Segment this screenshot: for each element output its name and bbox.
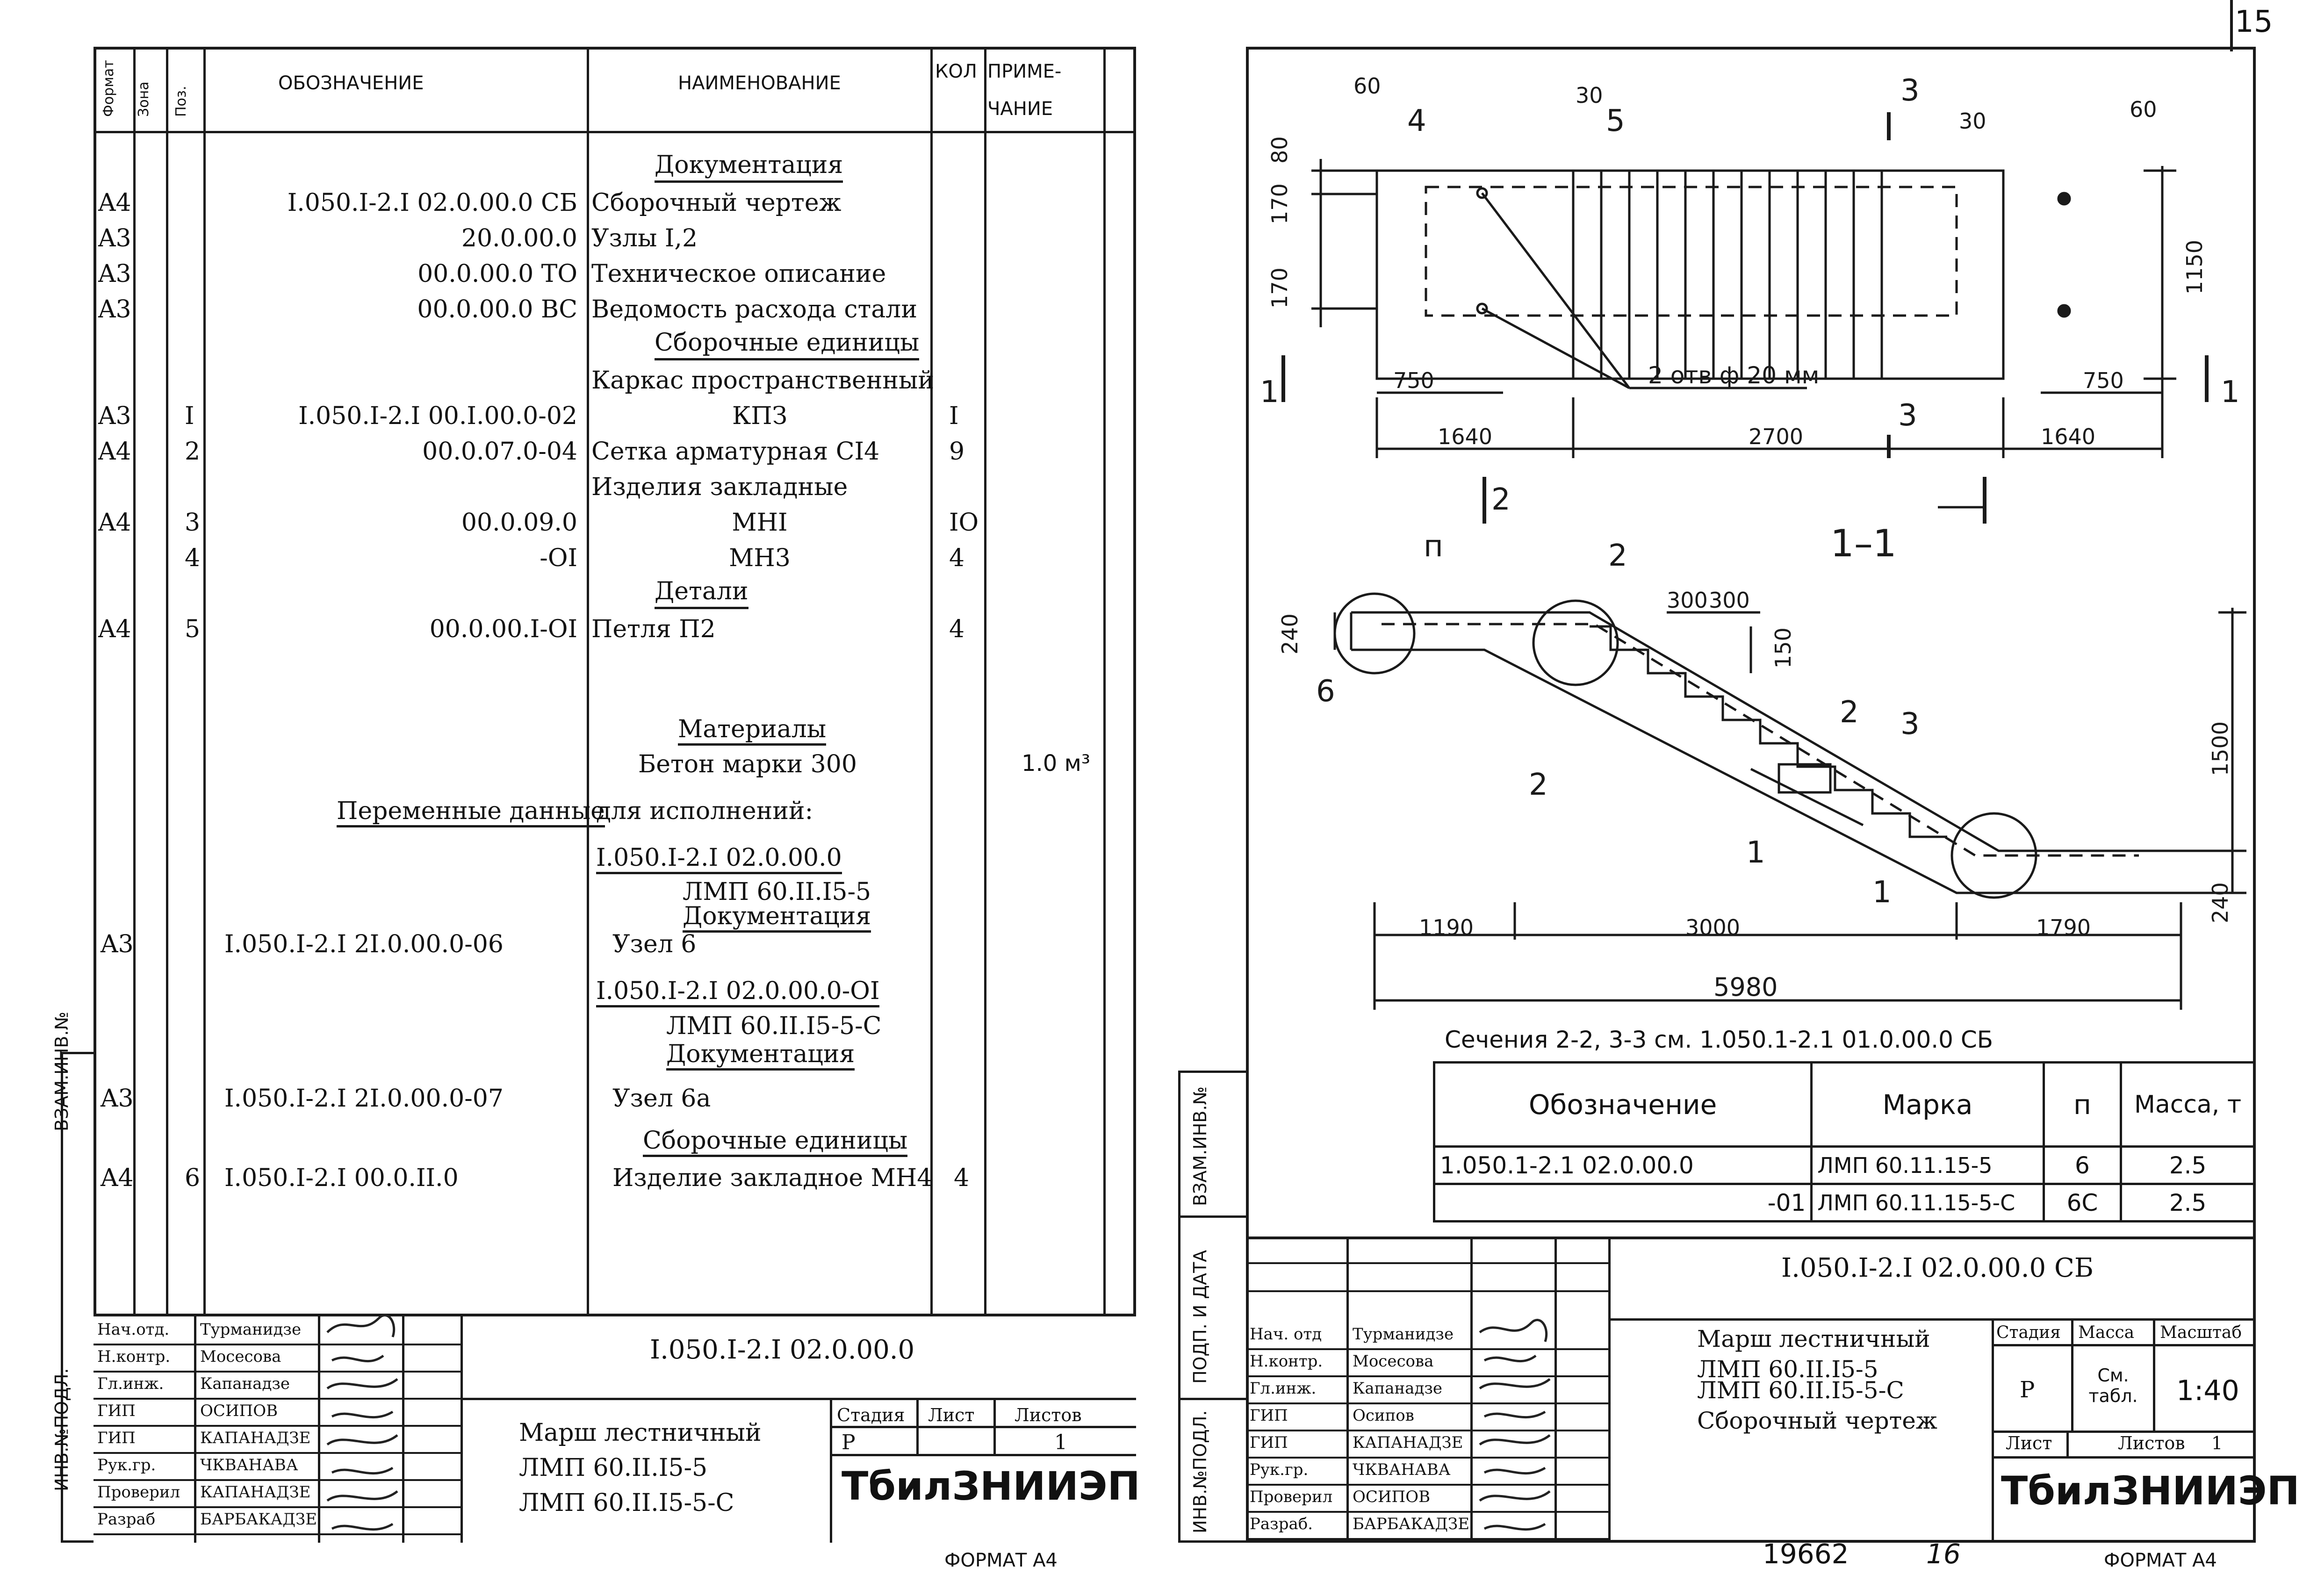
person-name: Мосесова <box>1353 1352 1434 1371</box>
cut-3a: 3 <box>1900 73 1920 108</box>
right-tb-sheets-h: Листов <box>2118 1433 2185 1453</box>
sec-dim-300a: 300 <box>1667 588 1708 613</box>
right-tb-org: ТбилЗНИИЭП <box>2001 1468 2300 1514</box>
sec-callout-2b: 2 <box>1840 695 1859 730</box>
dim-80: 80 <box>1267 136 1292 164</box>
dim-60a: 60 <box>1353 73 1381 99</box>
dim-2700: 2700 <box>1749 424 1804 449</box>
spec-row <box>0 363 1136 398</box>
var2-asm-name: Изделие закладное МН4 <box>612 1164 933 1192</box>
header-note-2: ЧАНИЕ <box>987 98 1053 120</box>
spec-row <box>0 434 1136 469</box>
materials-title: Материалы <box>678 715 826 746</box>
spec-name: МНI <box>732 509 788 537</box>
person-name: ОСИПОВ <box>1353 1488 1431 1506</box>
person-name: Турманидзе <box>200 1320 302 1339</box>
header-format: Формат <box>101 60 117 117</box>
spec-qty: 4 <box>949 544 965 572</box>
dim-1150: 1150 <box>2182 239 2207 295</box>
right-tb-v8 <box>2066 1431 2069 1456</box>
spec-pos: 3 <box>185 509 201 537</box>
right-tb-sheet-h: Лист <box>2006 1433 2052 1453</box>
right-tb-h-code <box>1608 1318 2256 1321</box>
person-name: КАПАНАДЗЕ <box>200 1429 311 1447</box>
dim-30b: 30 <box>1959 108 1986 134</box>
left-tb-stage: Р <box>842 1431 856 1454</box>
concrete-note: 1.0 м³ <box>1022 750 1091 776</box>
marks-h-mark: Марка <box>1812 1063 2044 1147</box>
spec-row <box>0 398 1136 434</box>
sec-dim-240b: 240 <box>2208 882 2233 923</box>
person-name: Капанадзе <box>200 1374 290 1393</box>
right-tb-h1 <box>1992 1344 2256 1346</box>
var2-asm-qty: 4 <box>954 1164 970 1192</box>
spec-name: Документация <box>655 150 843 183</box>
dim-1640b: 1640 <box>2041 424 2096 449</box>
person-name: ЧКВАНАВА <box>1353 1460 1451 1479</box>
left-tb-v6 <box>916 1398 919 1454</box>
header-pos: Поз. <box>173 86 189 117</box>
marks-h-n: п <box>2044 1063 2121 1147</box>
right-tb-v7 <box>2153 1318 2155 1431</box>
right-side-inv: ИНВ.№ПОДЛ. <box>1190 1410 1210 1533</box>
right-tb-title2: ЛМП 60.II.I5-5 <box>1697 1356 1878 1383</box>
spec-format: A4 <box>98 509 131 537</box>
var2-mark: ЛМП 60.II.I5-5-С <box>666 1012 882 1040</box>
spec-row <box>0 221 1136 256</box>
cut-3b: 3 <box>1898 398 1917 433</box>
spec-qty: 9 <box>949 438 965 466</box>
spec-name: Детали <box>655 576 748 609</box>
right-tb-mass-h: Масса <box>2078 1323 2135 1342</box>
spec-designation: 00.0.00.I-OI <box>429 615 577 643</box>
dim-750b: 750 <box>2083 368 2124 393</box>
spec-name: Ведомость расхода стали <box>591 295 917 324</box>
spec-format: A3 <box>98 295 131 324</box>
left-tb-sheets: 1 <box>1054 1431 1067 1454</box>
spec-name: Сборочные единицы <box>655 327 919 360</box>
left-tb-title2: ЛМП 60.II.I5-5 <box>519 1454 708 1482</box>
spec-row <box>0 540 1136 576</box>
spec-name: МН3 <box>729 544 791 572</box>
right-tb-v4 <box>1608 1237 1611 1543</box>
spec-format: A3 <box>98 224 131 252</box>
marks-r2-n: 6С <box>2044 1184 2121 1222</box>
spec-format: A4 <box>98 438 131 466</box>
bottom-num1: 19662 <box>1763 1538 1849 1570</box>
concrete: Бетон марки 300 <box>638 750 857 778</box>
marks-table <box>1433 1061 2256 1222</box>
person-name: Капанадзе <box>1353 1379 1443 1398</box>
marks-r2-mark: ЛМП 60.11.15-5-С <box>1812 1184 2044 1222</box>
right-side-strip <box>1178 1071 1248 1543</box>
spec-designation: 20.0.00.0 <box>461 224 577 252</box>
person-role: Проверил <box>97 1483 180 1502</box>
spec-designation: 00.0.09.0 <box>461 509 577 537</box>
right-tb-title1: Марш лестничный <box>1697 1325 1930 1352</box>
left-format: ФОРМАТ А4 <box>944 1550 1058 1571</box>
left-tb-top <box>94 1314 1136 1316</box>
spec-pos: 5 <box>185 615 201 643</box>
callout-4: 4 <box>1407 104 1426 138</box>
right-tb-h3 <box>1992 1456 2256 1459</box>
spec-row <box>0 185 1136 221</box>
spec-row <box>0 469 1136 505</box>
stair-drawing <box>1246 47 2256 1028</box>
var2-asm-pos: 6 <box>185 1164 201 1192</box>
right-tb-code: I.050.I-2.I 02.0.00.0 СБ <box>1781 1253 2094 1283</box>
var1-row-name: Узел 6 <box>612 930 697 958</box>
var2-code: I.050.I-2.I 02.0.00.0-OI <box>596 977 879 1007</box>
spec-format: A3 <box>98 402 131 430</box>
cut-1a: 1 <box>1260 375 1279 410</box>
header-name: НАИМЕНОВАНИЕ <box>678 72 841 94</box>
sec-callout-1a: 1 <box>1746 835 1765 870</box>
spec-name: Каркас пространственный <box>591 367 935 395</box>
right-tb-mass: См. табл. <box>2088 1365 2138 1406</box>
spec-designation: 00.0.00.0 ВС <box>417 295 577 324</box>
right-tb-scale-h: Масштаб <box>2160 1323 2242 1342</box>
marks-r1-des: 1.050.1-2.1 02.0.00.0 <box>1434 1147 1812 1184</box>
var2-row-name: Узел 6а <box>612 1085 711 1113</box>
spec-format: A4 <box>98 189 131 217</box>
marks-r2-des: -01 <box>1434 1184 1812 1222</box>
person-role: Рук.гр. <box>1250 1460 1309 1479</box>
left-tb-h-code <box>461 1398 1136 1400</box>
variable-data-left: Переменные данные <box>337 797 605 827</box>
spec-designation: 00.0.07.0-04 <box>422 438 577 466</box>
spec-row <box>0 611 1136 647</box>
right-side-h1 <box>1178 1215 1248 1218</box>
person-name: ОСИПОВ <box>200 1402 278 1420</box>
header-note-1: ПРИМЕ- <box>987 61 1062 82</box>
right-side-h2 <box>1178 1398 1248 1400</box>
var2-row-format: A3 <box>101 1085 134 1113</box>
person-role: Нач. отд <box>1250 1325 1322 1344</box>
sec-dim-150: 150 <box>1770 627 1796 669</box>
spec-row <box>0 576 1136 611</box>
person-role: Разраб <box>97 1510 156 1529</box>
marks-h-des: Обозначение <box>1434 1063 1812 1147</box>
left-tb-h-stage <box>830 1426 1136 1428</box>
page-number-divider <box>2230 0 2233 51</box>
left-tb-sheet-h: Лист <box>928 1405 975 1425</box>
spec-name: Петля П2 <box>591 615 716 643</box>
dim-170b: 170 <box>1267 267 1292 309</box>
plan-cage <box>1426 187 1957 316</box>
sec-dim-1500: 1500 <box>2208 721 2233 776</box>
person-role: Н.контр. <box>1250 1352 1323 1371</box>
right-tb-stage-h: Стадия <box>1996 1323 2061 1342</box>
left-tb-stage-h: Стадия <box>837 1405 905 1425</box>
sec-dim-240a: 240 <box>1277 613 1303 654</box>
var2-row-designation: I.050.I-2.I 2I.0.00.0-07 <box>224 1085 504 1113</box>
sec-dim-300b: 300 <box>1709 588 1750 613</box>
left-signatures <box>318 1304 411 1547</box>
header-designation: ОБОЗНАЧЕНИЕ <box>278 72 424 94</box>
page-number: 15 <box>2235 5 2273 39</box>
person-role: Гл.инж. <box>1250 1379 1317 1398</box>
right-tb-title3: ЛМП 60.II.I5-5-С <box>1697 1377 1904 1404</box>
left-tb-v4 <box>461 1314 463 1543</box>
spec-qty: 4 <box>949 615 965 643</box>
person-name: БАРБАКАДЗЕ <box>200 1510 317 1529</box>
right-tb-top <box>1246 1237 2256 1239</box>
right-tb-v6 <box>2071 1318 2073 1431</box>
sec-callout-2: 2 <box>1608 539 1627 573</box>
right-format: ФОРМАТ А4 <box>2104 1550 2217 1571</box>
dim-60b: 60 <box>2130 97 2157 122</box>
header-zone: Зона <box>136 81 152 117</box>
marks-h-mass: Масса, т <box>2121 1063 2255 1147</box>
spec-name: Сборочный чертеж <box>591 189 842 217</box>
var2-asm-designation: I.050.I-2.I 00.0.II.0 <box>224 1164 459 1192</box>
spec-name: КПЗ <box>732 402 787 430</box>
spec-pos: 2 <box>185 438 201 466</box>
bottom-num2: 16 <box>1926 1538 1961 1570</box>
person-role: ГИП <box>97 1402 136 1420</box>
right-tb-v1 <box>1346 1237 1349 1543</box>
sec-callout-n: п <box>1424 529 1443 564</box>
spec-designation: I.050.I-2.I 00.I.00.0-02 <box>298 402 577 430</box>
left-tb-org: ТбилЗНИИЭП <box>842 1463 1140 1509</box>
dim-1640a: 1640 <box>1438 424 1493 449</box>
spec-row <box>0 256 1136 292</box>
right-side-podp: ПОДП. И ДАТА <box>1190 1250 1210 1384</box>
left-tb-v7 <box>993 1398 996 1454</box>
header-line <box>94 131 1136 133</box>
cut-1b: 1 <box>2221 375 2240 410</box>
person-role: Рук.гр. <box>97 1456 156 1474</box>
dim-750a: 750 <box>1393 368 1434 393</box>
left-side-inv: ИНВ.№ПОДЛ. <box>51 1368 72 1491</box>
spec-name: Сетка арматурная СI4 <box>591 438 880 466</box>
sec-dim-1790: 1790 <box>2036 915 2091 940</box>
marks-r1-mark: ЛМП 60.11.15-5 <box>1812 1147 2044 1184</box>
left-tb-v5 <box>830 1398 832 1543</box>
spec-name: Техническое описание <box>591 260 886 288</box>
spec-format: A4 <box>98 615 131 643</box>
spec-row <box>0 505 1136 540</box>
left-tb-sheets-h: Листов <box>1015 1405 1082 1425</box>
spec-pos: I <box>185 402 194 430</box>
var1-row-format: A3 <box>101 930 134 958</box>
spec-qty: I <box>949 402 959 430</box>
plan-outline <box>1377 171 2003 379</box>
spec-pos: 4 <box>185 544 201 572</box>
cut-2a: 2 <box>1491 482 1511 517</box>
dim-30a: 30 <box>1576 83 1603 108</box>
dim-170a: 170 <box>1267 183 1292 224</box>
spec-row <box>0 327 1136 363</box>
right-tb-h-a <box>1246 1290 1608 1292</box>
var2-asm-format: A4 <box>101 1164 134 1192</box>
holes-note: 2 отв ф 20 мм <box>1648 362 1820 389</box>
spec-qty: IO <box>949 509 979 537</box>
spec-row <box>0 292 1136 327</box>
right-signatures <box>1470 1309 1564 1543</box>
person-role: ГИП <box>1250 1406 1288 1425</box>
sec-callout-3: 3 <box>1900 707 1920 741</box>
marks-r1-mass: 2.5 <box>2121 1147 2255 1184</box>
person-name: Турманидзе <box>1353 1325 1454 1344</box>
sec-callout-1b: 1 <box>1872 875 1892 910</box>
sec-dim-1190: 1190 <box>1419 915 1474 940</box>
callout-5: 5 <box>1606 104 1625 138</box>
variable-data-right: для исполнений: <box>596 797 813 825</box>
person-role: ГИП <box>1250 1433 1288 1452</box>
sec-dim-5980: 5980 <box>1713 972 1778 1002</box>
right-tb-stage: Р <box>2020 1377 2035 1403</box>
left-tb-v1 <box>194 1314 196 1543</box>
spec-designation: -OI <box>540 544 577 572</box>
var1-doc: Документация <box>683 902 871 933</box>
marks-r2-mass: 2.5 <box>2121 1184 2255 1222</box>
cut-2b: 2 <box>1529 768 1548 802</box>
var1-mark: ЛМП 60.II.I5-5 <box>683 878 871 906</box>
person-name: КАПАНАДЗЕ <box>1353 1433 1463 1452</box>
person-name: КАПАНАДЗЕ <box>200 1483 311 1502</box>
header-qty: КОЛ <box>935 61 977 82</box>
person-role: Проверил <box>1250 1488 1333 1506</box>
left-tb-title3: ЛМП 60.II.I5-5-С <box>519 1489 734 1517</box>
person-role: ГИП <box>97 1429 136 1447</box>
person-name: Осипов <box>1353 1406 1414 1425</box>
marks-r1-n: 6 <box>2044 1147 2121 1184</box>
spec-row <box>0 150 1136 185</box>
person-role: Нач.отд. <box>97 1320 170 1339</box>
left-tb-title1: Марш лестничный <box>519 1419 762 1447</box>
person-role: Разраб. <box>1250 1515 1313 1533</box>
var1-row-designation: I.050.I-2.I 2I.0.00.0-06 <box>224 930 504 958</box>
var2-assembly-title: Сборочные единицы <box>643 1127 907 1157</box>
sec-callout-6: 6 <box>1316 674 1335 709</box>
right-side-vzam: ВЗАМ.ИНВ.№ <box>1190 1086 1210 1206</box>
section-title: 1–1 <box>1830 522 1897 565</box>
spec-designation: 00.0.00.0 ТО <box>417 260 577 288</box>
person-role: Н.контр. <box>97 1347 171 1366</box>
person-role: Гл.инж. <box>97 1374 164 1393</box>
right-tb-h-b <box>1246 1262 1608 1264</box>
var2-doc: Документация <box>666 1040 855 1071</box>
spec-designation: I.050.I-2.I 02.0.00.0 СБ <box>287 189 577 217</box>
left-tb-h-stage2 <box>830 1454 1136 1456</box>
right-tb-scale: 1:40 <box>2176 1374 2239 1407</box>
right-tb-title4: Сборочный чертеж <box>1697 1407 1937 1434</box>
left-tb-code: I.050.I-2.I 02.0.00.0 <box>650 1335 915 1365</box>
sec-dim-3000: 3000 <box>1685 915 1741 940</box>
person-name: ЧКВАНАВА <box>200 1456 298 1474</box>
spec-format: A3 <box>98 260 131 288</box>
spec-name: Узлы I,2 <box>591 224 698 252</box>
var1-code: I.050.I-2.I 02.0.00.0 <box>596 844 842 874</box>
sections-note: Сечения 2-2, 3-3 см. 1.050.1-2.1 01.0.00.0 СБ <box>1445 1026 1994 1053</box>
spec-name: Изделия закладные <box>591 473 848 501</box>
right-tb-sheets: 1 <box>2211 1433 2223 1453</box>
person-name: Мосесова <box>200 1347 281 1366</box>
person-name: БАРБАКАДЗЕ <box>1353 1515 1470 1533</box>
left-side-vzam: ВЗАМ.ИНВ.№ <box>51 1012 72 1131</box>
